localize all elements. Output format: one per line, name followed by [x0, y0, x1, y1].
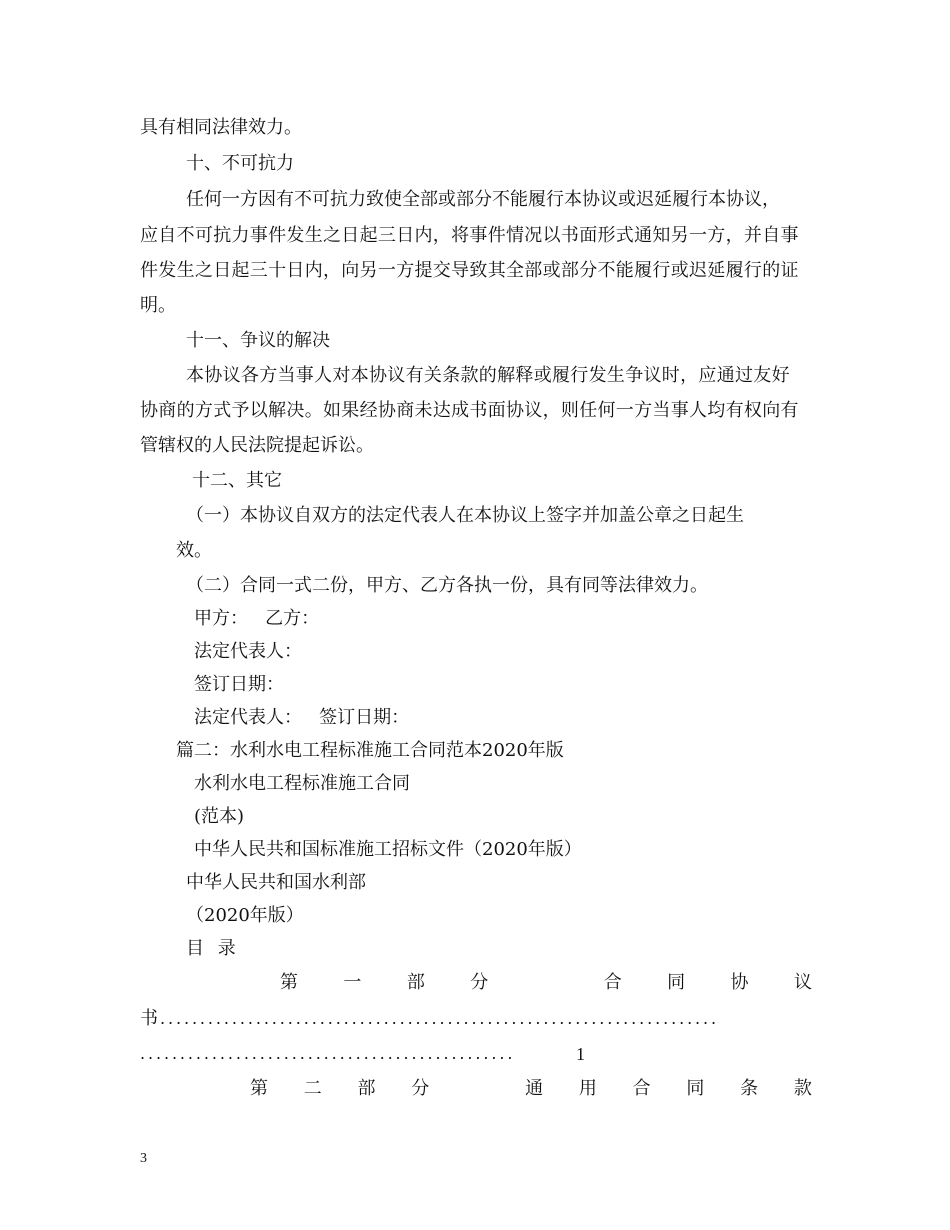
- paragraph-line: （一）本协议自双方的法定代表人在本协议上签字并加盖公章之日起生: [186, 505, 744, 526]
- toc-char: 合: [603, 972, 622, 993]
- section-heading: 十一、争议的解决: [186, 330, 330, 351]
- toc-leader-dots: ......................................................................: [160, 1009, 720, 1028]
- section-heading: 十二、其它: [192, 470, 282, 491]
- toc-char: 用: [578, 1078, 597, 1099]
- toc-char: 第: [250, 1078, 268, 1099]
- paragraph-line: 件发生之日起三十日内，向另一方提交导致其全部或部分不能履行或迟延履行的证: [140, 260, 799, 281]
- document-subtitle: 中华人民共和国标准施工招标文件（2020年版）: [194, 839, 582, 860]
- toc-char: 一: [343, 972, 362, 993]
- paragraph-line: 管辖权的人民法院提起诉讼。: [140, 435, 374, 456]
- toc-char: 二: [303, 1078, 322, 1099]
- document-subtitle: (范本): [194, 806, 245, 827]
- toc-leader-dots: ...............................................: [140, 1044, 516, 1063]
- toc-char: 分: [411, 1078, 430, 1099]
- toc-char: 条: [740, 1078, 759, 1099]
- toc-page-number: 1: [576, 1044, 585, 1064]
- section-heading: 十、不可抗力: [186, 153, 294, 174]
- paragraph-line: 明。: [140, 295, 176, 316]
- toc-char: 部: [406, 972, 425, 993]
- signature-line: 甲方： 乙方：: [194, 608, 320, 629]
- toc-char: 同: [686, 1078, 705, 1099]
- chapter-title: 篇二：水利水电工程标准施工合同范本2020年版: [176, 740, 564, 761]
- paragraph-line: 具有相同法律效力。: [140, 117, 302, 138]
- toc-entry-tail: 书: [140, 1008, 158, 1029]
- edition-line: （2020年版）: [186, 905, 304, 926]
- paragraph-line: 效。: [176, 540, 212, 561]
- signature-line: 签订日期：: [194, 674, 284, 695]
- toc-char: 通: [525, 1078, 544, 1099]
- paragraph-line: （二）合同一式二份，甲方、乙方各执一份，具有同等法律效力。: [186, 575, 708, 596]
- toc-entry-part1[interactable]: [140, 971, 812, 995]
- toc-char: 分: [470, 972, 489, 993]
- paragraph-line: 应自不可抗力事件发生之日起三日内，将事件情况以书面形式通知另一方，并自事: [140, 225, 799, 246]
- toc-char: 第: [280, 972, 298, 993]
- issuer-line: 中华人民共和国水利部: [186, 872, 366, 893]
- toc-char: 同: [667, 972, 686, 993]
- toc-char: 合: [632, 1078, 651, 1099]
- toc-char: 部: [357, 1078, 376, 1099]
- toc-entry-part2[interactable]: [140, 1077, 812, 1101]
- page-number: 3: [140, 1151, 147, 1166]
- signature-line: 法定代表人：: [194, 641, 302, 662]
- toc-char: 款: [793, 1078, 812, 1099]
- document-title: 水利水电工程标准施工合同: [194, 773, 410, 794]
- signature-line: 法定代表人： 签订日期：: [194, 707, 410, 728]
- toc-char: 协: [730, 972, 749, 993]
- toc-heading: 目 录: [186, 938, 240, 959]
- paragraph-line: 协商的方式予以解决。如果经协商未达成书面协议，则任何一方当事人均有权向有: [140, 400, 799, 421]
- paragraph-line: 本协议各方当事人对本协议有关条款的解释或履行发生争议时，应通过友好: [186, 365, 790, 386]
- paragraph-line: 任何一方因有不可抗力致使全部或部分不能履行本协议或迟延履行本协议，: [186, 189, 780, 210]
- toc-char: 议: [793, 972, 812, 993]
